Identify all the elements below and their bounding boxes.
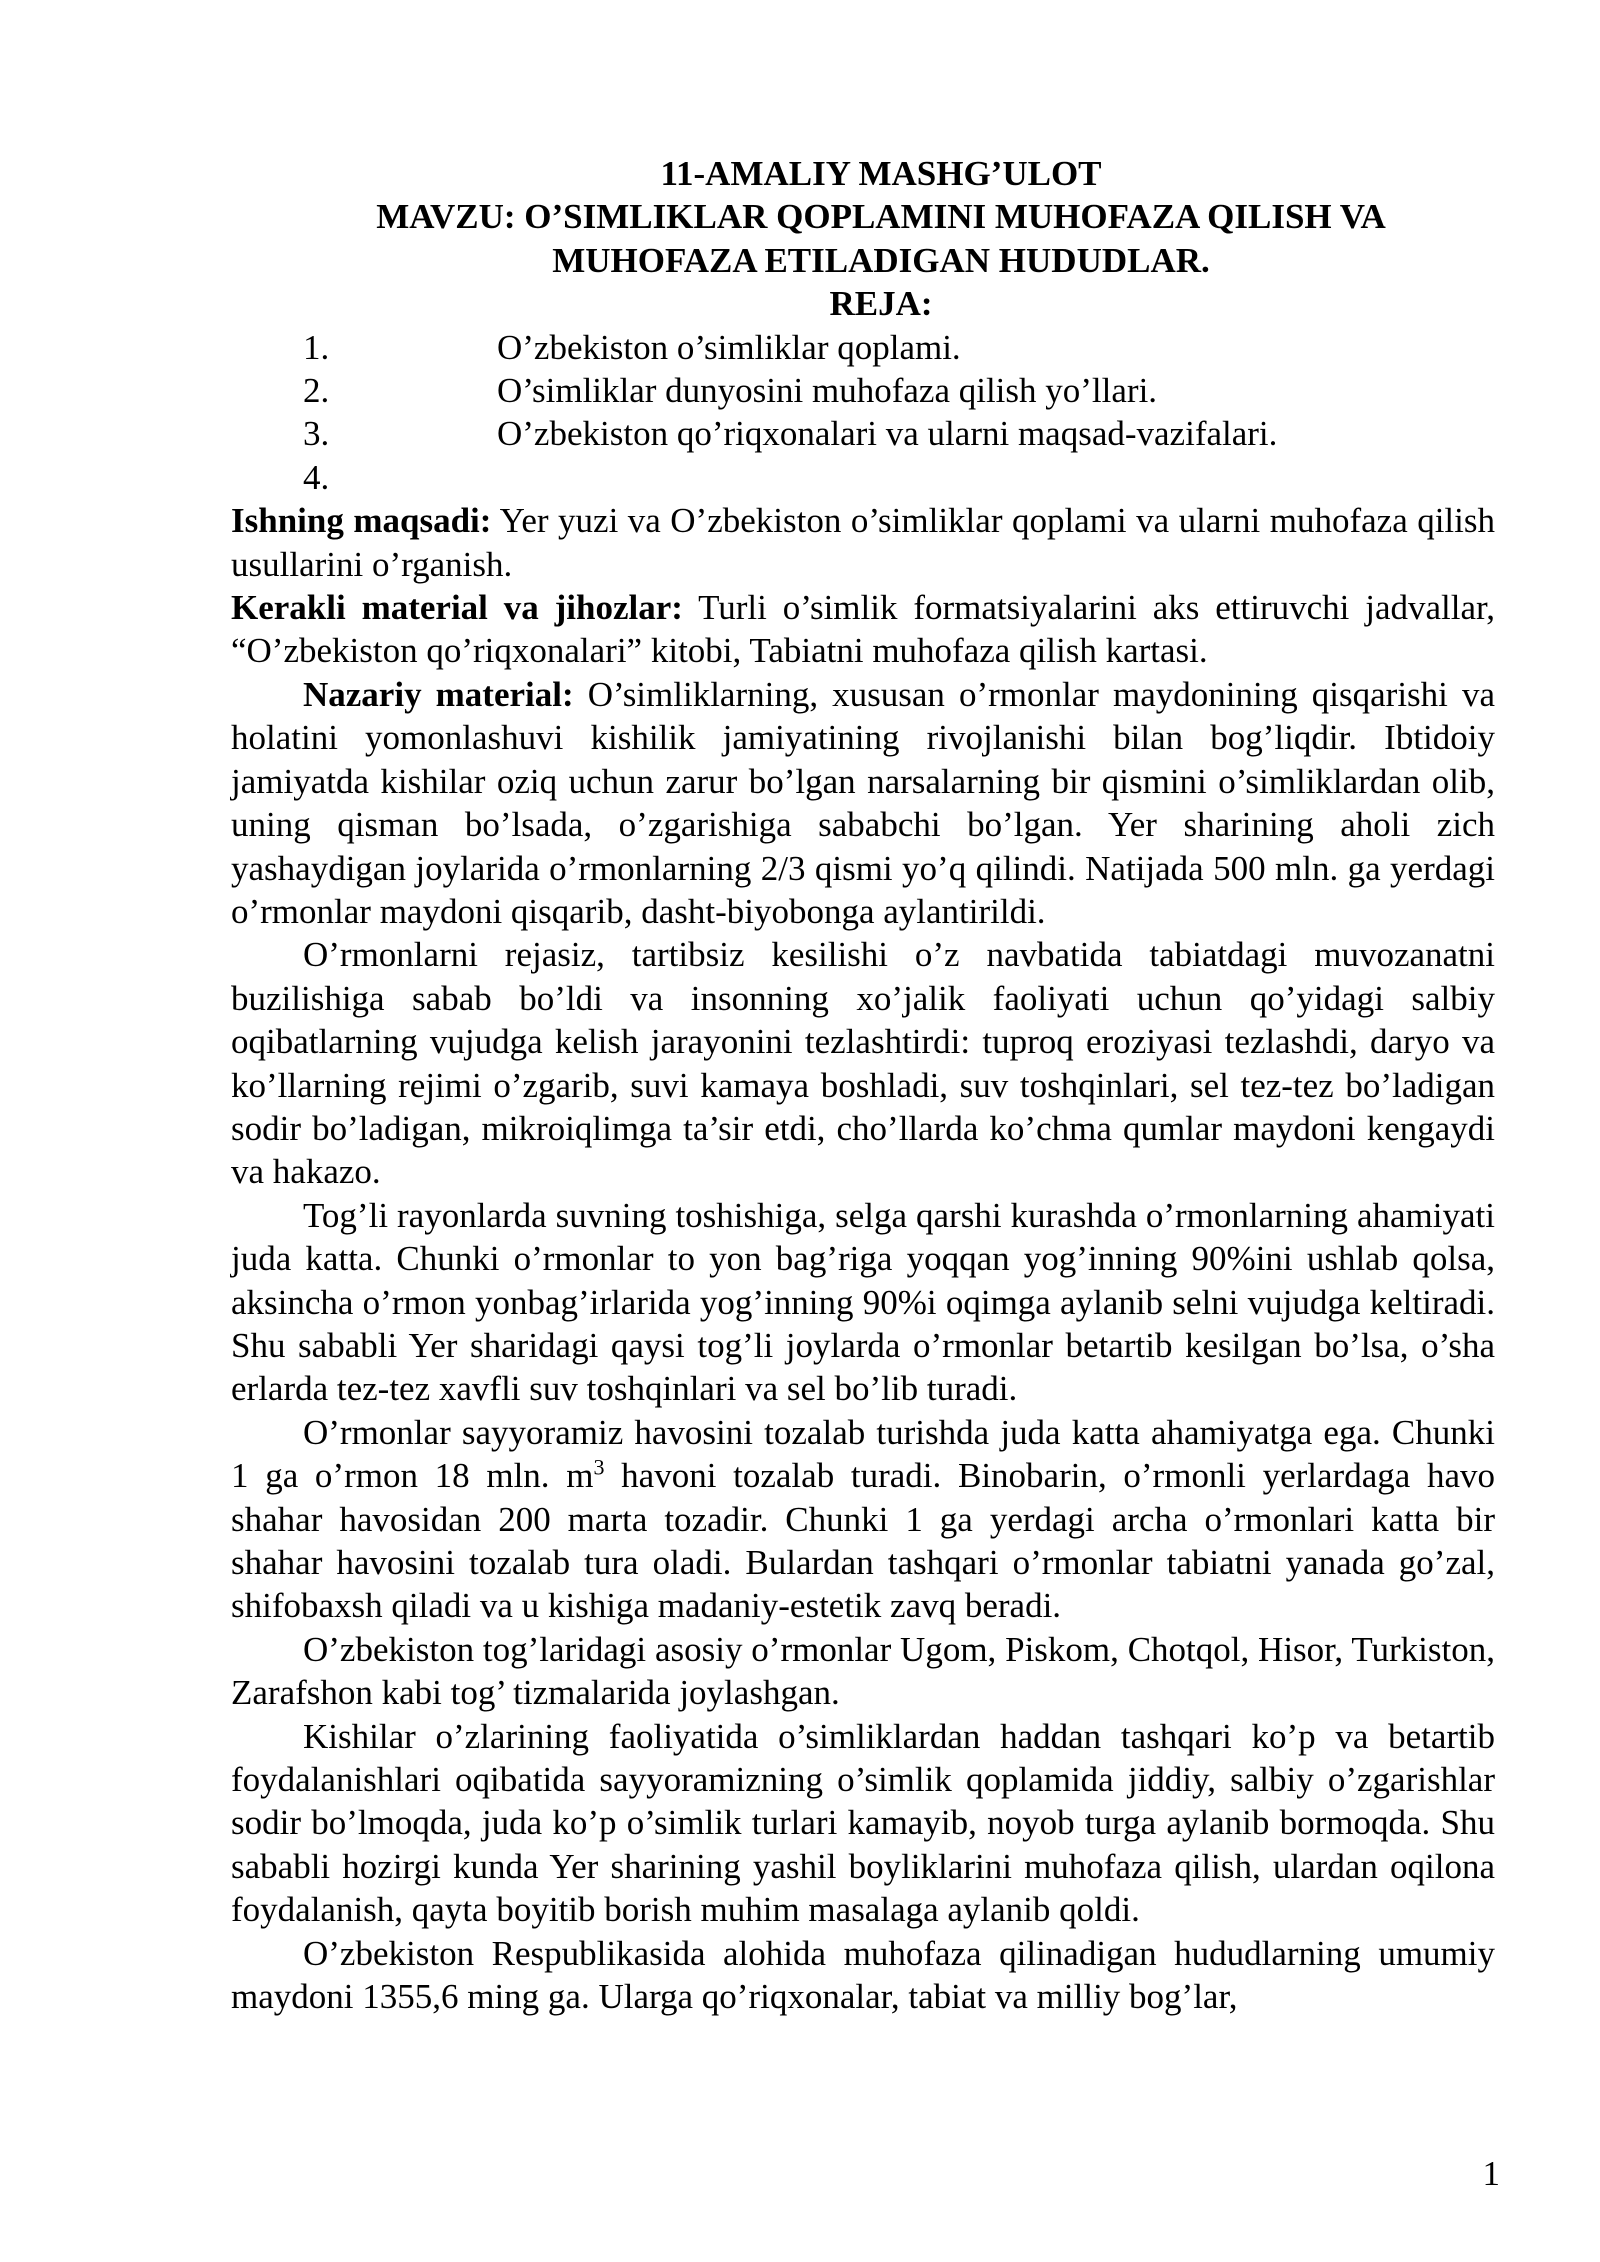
plan-item-text: O’simliklar dunyosini muhofaza qilish yo’llari.	[497, 371, 1158, 411]
page-title: 11-AMALIY MASHG’ULOT	[660, 154, 1102, 193]
plan-item-number: 3.	[303, 414, 330, 454]
air-text-after: havoni tozalab turadi. Binobarin, o’rmonli yerlardaga havo shahar havosidan 200 marta tozadir. Chunki 1 ga yerdagi archa o’rmonlari katta bir shahar havosini tozalab tura oladi. Bulardan tashqari o’rmonlar tabiatni yanada go’zal, shifobaxsh qiladi va u kishiga madaniy-estetik zavq beradi.	[231, 1456, 1495, 1626]
goal-paragraph	[231, 499, 1495, 586]
materials-paragraph	[231, 586, 1495, 673]
body-paragraph-protected-areas: O’zbekiston Respublikasida alohida muhofaza qilinadigan hududlarning umumiy maydoni 1355,6 ming ga. Ularga qo’riqxonalar, tabiat va milliy bog’lar,	[231, 1933, 1495, 2017]
theory-paragraph	[231, 673, 1495, 933]
topic-line-2: MUHOFAZA ETILADIGAN HUDUDLAR.	[552, 240, 1210, 280]
plan-item-text: O’zbekiston o’simliklar qoplami.	[497, 327, 961, 367]
plan-item-number: 1.	[303, 327, 330, 367]
body-paragraph-air-cleaning	[231, 1411, 1495, 1628]
page-content	[231, 152, 1495, 2018]
body-paragraph-protection: Kishilar o’zlarining faoliyatida o’simliklardan haddan tashqari ko’p va betartib foydalanishlari oqibatida sayyoramizning o’simlik qoplamida jiddiy, salbiy o’zgarishlar sodir bo’lmoqda, juda ko’p o’simlik turlari kamayib, noyob turga aylanib bormoqda. Shu sababli hozirgi kunda Yer sharining yashil boyliklarini muhofaza qilish, ulardan oqilona foydalanish, qayta boyitib borish muhim masalaga aylanib qoldi.	[231, 1716, 1495, 1930]
superscript-exponent: 3	[593, 1454, 605, 1480]
plan-item-number: 4.	[303, 457, 330, 497]
air-text-before: O’rmonlar sayyoramiz havosini tozalab turishda juda katta ahamiyatga ega. Chunki 1 ga o’rmon 18 mln. m	[231, 1412, 1495, 1496]
body-paragraph-deforestation: O’rmonlarni rejasiz, tartibsiz kesilishi o’z navbatida tabiatdagi muvozanatni buzilishiga sabab bo’ldi va insonning xo’jalik faoliyati uchun qo’yidagi salbiy oqibatlarning vujudga kelish jarayonini tezlashtirdi: tuproq eroziyasi tezlashdi, daryo va ko’llarning rejimi o’zgarib, suvi kamaya boshladi, suv toshqinlari, sel tez-tez bo’ladigan sodir bo’ladigan, mikroiqlimga ta’sir etdi, cho’llarda ko’chma qumlar maydoni kengaydi va hakazo.	[231, 935, 1495, 1192]
plan-item-number: 2.	[303, 371, 330, 411]
body-paragraph-mountain-forests: Tog’li rayonlarda suvning toshishiga, selga qarshi kurashda o’rmonlarning ahamiyati juda katta. Chunki o’rmonlar to yon bag’riga yoqqan yog’inning 90%ini ushlab qolsa, aksincha o’rmon yonbag’irlarida yog’inning 90%i oqimga aylanib selni vujudga keltiradi. Shu sababli Yer sharidagi qaysi tog’li joylarda o’rmonlar betartib kesilgan bo’lsa, o’sha erlarda tez-tez xavfli suv toshqinlari va sel bo’lib turadi.	[231, 1195, 1495, 1409]
plan-item	[231, 326, 1495, 369]
materials-label: Kerakli material va jihozlar:	[231, 588, 683, 628]
page-number: 1	[1482, 2154, 1500, 2193]
plan-item-text: O’zbekiston qo’riqxonalari va ularni maqsad-vazifalari.	[497, 414, 1278, 454]
theory-label: Nazariy material:	[303, 674, 574, 714]
goal-text: Yer yuzi va O’zbekiston o’simliklar qoplami va ularni muhofaza qilish usullarini o’rganish.	[231, 501, 1495, 584]
plan-list	[231, 326, 1495, 500]
body-paragraph-forest-locations: O’zbekiston tog’laridagi asosiy o’rmonlar Ugom, Piskom, Chotqol, Hisor, Turkiston, Zarafshon kabi tog’ tizmalarida joylashgan.	[231, 1629, 1495, 1713]
document-header	[267, 152, 1495, 326]
plan-item	[231, 412, 1495, 455]
goal-label: Ishning maqsadi:	[231, 501, 492, 541]
topic-line-1: MAVZU: O’SIMLIKLAR QOPLAMINI MUHOFAZA QILISH VA	[376, 197, 1386, 237]
plan-item	[231, 456, 1495, 499]
plan-item	[231, 369, 1495, 412]
plan-heading: REJA:	[829, 284, 933, 324]
materials-text: Turli o’simlik formatsiyalarini aks ettiruvchi jadvallar, “O’zbekiston qo’riqxonalari” kitobi, Tabiatni muhofaza qilish kartasi.	[231, 588, 1495, 671]
theory-text: O’simliklarning, xususan o’rmonlar maydonining qisqarishi va holatini yomonlashuvi kishilik jamiyatining rivojlanishi bilan bog’liqdir. Ibtidoiy jamiyatda kishilar oziq uchun zarur bo’lgan narsalarning bir qismini o’simliklardan olib, uning qisman bo’lsada, o’zgarishiga sababchi bo’lgan. Yer sharining aholi zich yashaydigan joylarida o’rmonlarning 2/3 qismi yo’q qilindi. Natijada 500 mln. ga yerdagi o’rmonlar maydoni qisqarib, dasht-biyobonga aylantirildi.	[231, 674, 1495, 931]
